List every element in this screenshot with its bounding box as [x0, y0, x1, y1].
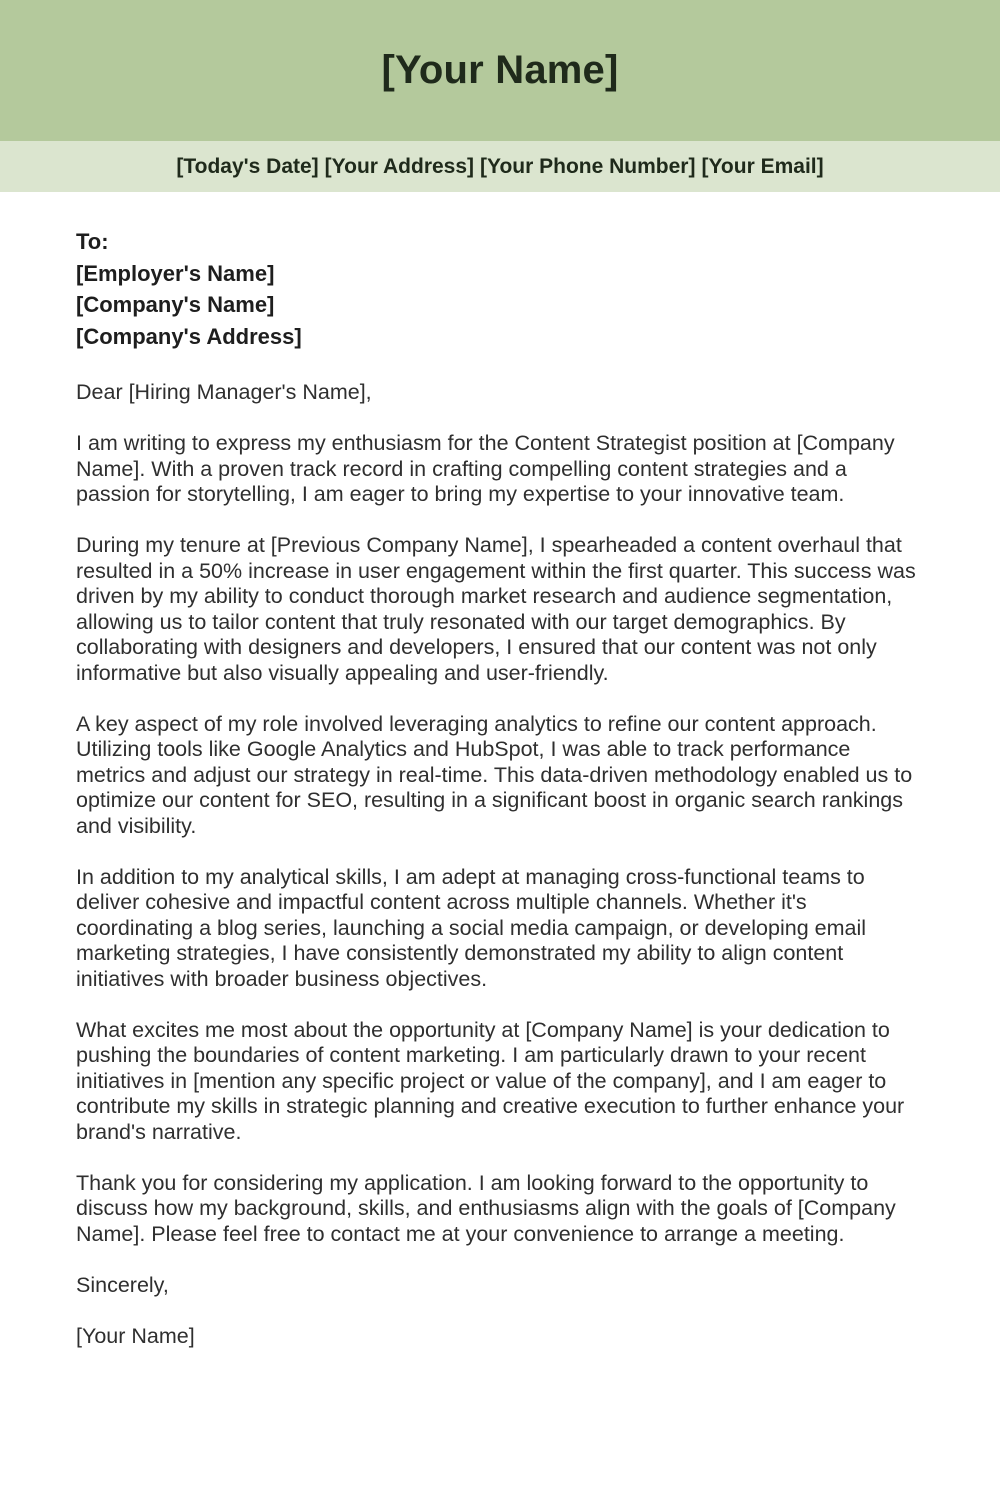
- paragraph-experience: During my tenure at [Previous Company Name], I spearheaded a content overhaul that resulted in a 50% increase in user engagement within the first quarter. This success was driven by my ability to conduct thorough market research and audience segmentation, allowing us to tailor content that truly resonated with our target demographics. By collaborating with designers and developers, I ensured that our content was not only informative but also visually appealing and user-friendly.: [76, 533, 916, 685]
- salutation: Dear [Hiring Manager's Name],: [76, 380, 372, 404]
- contact-email: [Your Email]: [701, 154, 824, 178]
- letter-header: [0, 0, 1000, 141]
- paragraph-motivation: What excites me most about the opportunity at [Company Name] is your dedication to pushing the boundaries of content marketing. I am particularly drawn to your recent initiatives in [mention any specific project or value of the company], and I am eager to contribute my skills in strategic planning and creative execution to further enhance your brand's narrative.: [76, 1017, 905, 1144]
- closing: Sincerely,: [76, 1272, 169, 1297]
- recipient-company: [Company's Name]: [76, 292, 275, 317]
- paragraph-intro: I am writing to express my enthusiasm for the Content Strategist position at [Company Name]. With a proven track record in crafting compelling content strategies and a passion for storytelling, I am eager to bring my expertise to your innovative team.: [76, 431, 895, 506]
- letter-body: [76, 380, 924, 1349]
- paragraph-teamwork: In addition to my analytical skills, I am adept at managing cross-functional teams to deliver cohesive and impactful content across multiple channels. Whether it's coordinating a blog series, launching a social media campaign, or developing email marketing strategies, I have consistently demonstrated my ability to align content initiatives with broader business objectives.: [76, 864, 866, 991]
- applicant-name: [Your Name]: [381, 48, 619, 92]
- paragraph-closing: Thank you for considering my application. I am looking forward to the opportunity to discuss how my background, skills, and enthusiasms align with the goals of [Company Name]. Please feel free to contact me at your convenience to arrange a meeting.: [76, 1170, 896, 1246]
- signature: [Your Name]: [76, 1323, 195, 1348]
- contact-bar: [0, 141, 1000, 192]
- contact-date: [Today's Date]: [176, 154, 319, 178]
- recipient-employer: [Employer's Name]: [76, 260, 275, 286]
- contact-phone: [Your Phone Number]: [480, 154, 696, 178]
- recipient-to-label: To:: [76, 229, 109, 254]
- paragraph-analytics: A key aspect of my role involved leveraging analytics to refine our content approach. Utilizing tools like Google Analytics and HubSpot, I was able to track performance metrics and adjust our strategy in real-time. This data-driven methodology enabled us to optimize our content for SEO, resulting in a significant boost in organic search rankings and visibility.: [76, 711, 913, 838]
- contact-address: [Your Address]: [324, 154, 475, 178]
- letter-content: [0, 192, 1000, 1349]
- recipient-block: [76, 226, 924, 352]
- recipient-address: [Company's Address]: [76, 323, 302, 349]
